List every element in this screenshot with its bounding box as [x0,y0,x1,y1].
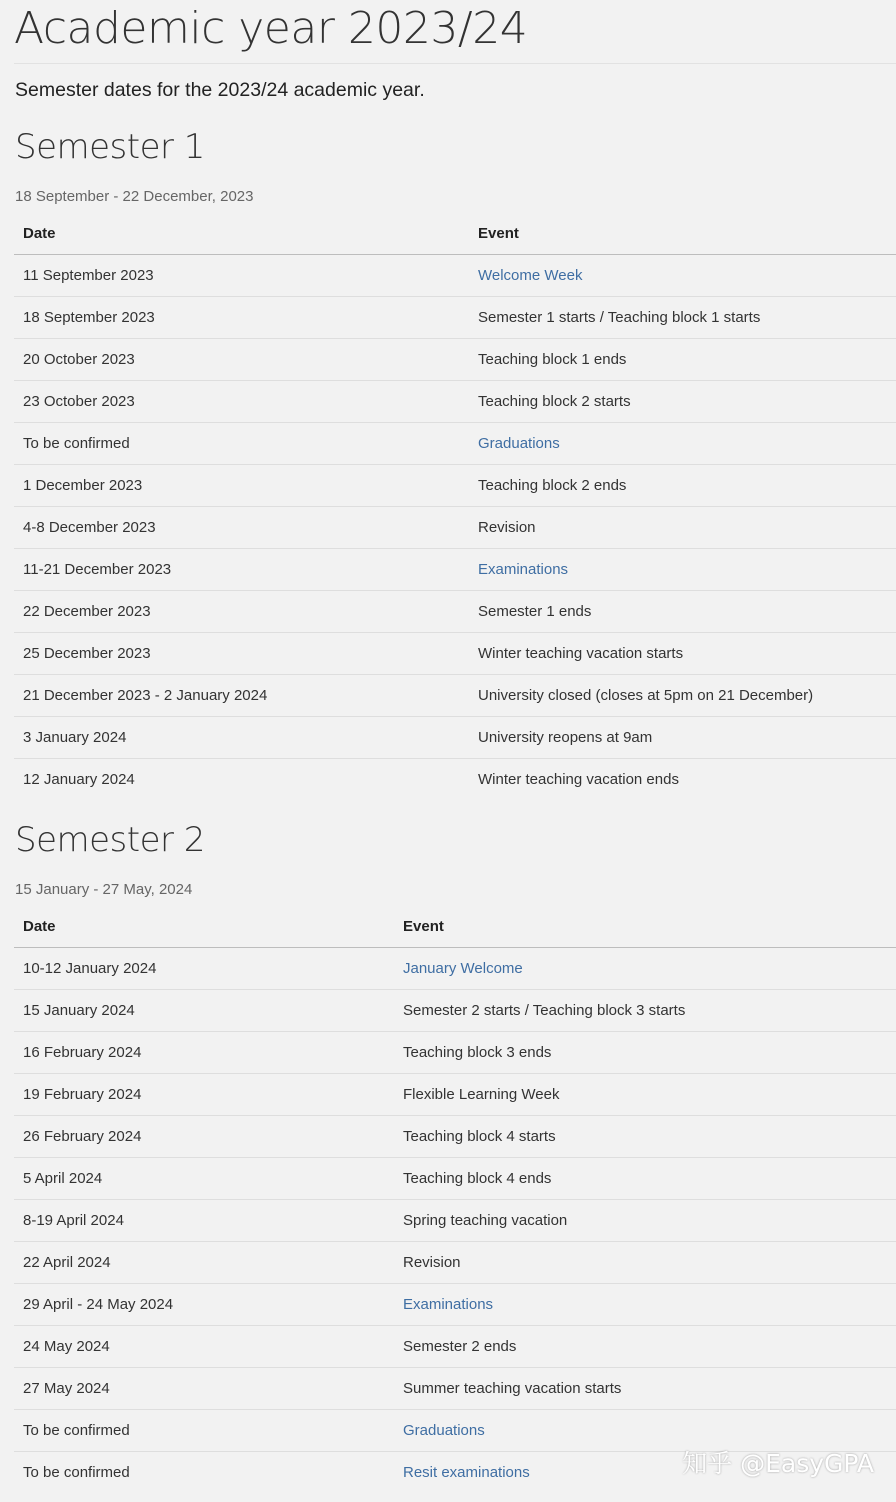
date-cell: 22 April 2024 [14,1241,394,1283]
event-column-header: Event [469,214,896,254]
date-cell: 11 September 2023 [14,254,469,296]
event-cell: Semester 1 starts / Teaching block 1 starts [469,296,896,338]
date-cell: 26 February 2024 [14,1115,394,1157]
event-link[interactable]: Resit examinations [403,1463,530,1481]
table-row [14,1325,896,1367]
date-cell: 20 October 2023 [14,338,469,380]
event-cell: Teaching block 1 ends [469,338,896,380]
intro-text: Semester dates for the 2023/24 academic year. [15,79,425,101]
semester2-range: 15 January - 27 May, 2024 [15,881,193,898]
event-cell: Teaching block 2 ends [469,464,896,506]
table-row [14,590,896,632]
event-cell: Semester 1 ends [469,590,896,632]
event-cell [469,548,896,590]
event-cell: Summer teaching vacation starts [394,1367,896,1409]
date-cell: To be confirmed [14,422,469,464]
event-link[interactable]: Welcome Week [478,266,583,284]
table-row [14,632,896,674]
table-row [14,1115,896,1157]
event-cell: Winter teaching vacation starts [469,632,896,674]
table-row [14,380,896,422]
watermark: 知乎 @EasyGPA [682,1449,874,1478]
date-cell: 8-19 April 2024 [14,1199,394,1241]
event-link[interactable]: Examinations [403,1295,494,1313]
date-cell: 4-8 December 2023 [14,506,469,548]
date-cell: 24 May 2024 [14,1325,394,1367]
table-header-row [14,214,896,254]
date-cell: 22 December 2023 [14,590,469,632]
table-row [14,1073,896,1115]
event-cell: Teaching block 3 ends [394,1031,896,1073]
event-cell: Teaching block 2 starts [469,380,896,422]
date-cell: 3 January 2024 [14,716,469,758]
event-cell: Teaching block 4 ends [394,1157,896,1199]
table-row [14,758,896,800]
event-cell [469,422,896,464]
event-cell: Winter teaching vacation ends [478,770,679,788]
table-row [14,716,896,758]
table-row [14,1031,896,1073]
date-cell: To be confirmed [23,1463,130,1481]
table-row [14,674,896,716]
date-cell: 1 December 2023 [14,464,469,506]
event-cell [394,1283,896,1325]
date-cell: 11-21 December 2023 [14,548,469,590]
table-row [14,1199,896,1241]
table-row [14,1241,896,1283]
semester2-heading: Semester 2 [15,820,205,860]
table-row [14,464,896,506]
table-row [14,1367,896,1409]
semester1-heading: Semester 1 [15,127,205,167]
event-cell: University closed (closes at 5pm on 21 December) [469,674,896,716]
date-cell: 12 January 2024 [23,770,135,788]
event-cell: Teaching block 4 starts [394,1115,896,1157]
date-cell: 5 April 2024 [14,1157,394,1199]
date-cell: 16 February 2024 [14,1031,394,1073]
event-cell: Semester 2 ends [394,1325,896,1367]
date-cell: 27 May 2024 [14,1367,394,1409]
date-column-header: Date [14,214,469,254]
event-cell [394,947,896,989]
table-row [14,506,896,548]
table-header-row [14,907,896,947]
semester1-table-body [14,254,896,800]
event-cell: Spring teaching vacation [394,1199,896,1241]
event-cell: Revision [394,1241,896,1283]
date-cell: 25 December 2023 [14,632,469,674]
event-cell: University reopens at 9am [469,716,896,758]
table-row [14,548,896,590]
table-row [14,947,896,989]
table-row [14,338,896,380]
event-cell [469,254,896,296]
table-row [14,254,896,296]
title-divider [14,63,896,64]
event-cell: Flexible Learning Week [394,1073,896,1115]
page-title: Academic year 2023/24 [14,3,528,54]
date-cell: 21 December 2023 - 2 January 2024 [14,674,469,716]
table-row [14,1283,896,1325]
date-column-header: Date [14,907,394,947]
date-cell: 18 September 2023 [14,296,469,338]
event-link[interactable]: Graduations [478,434,560,452]
table-row [14,422,896,464]
semester1-range: 18 September - 22 December, 2023 [15,188,254,205]
date-cell: 29 April - 24 May 2024 [14,1283,394,1325]
date-cell: 10-12 January 2024 [14,947,394,989]
event-link[interactable]: Graduations [403,1421,485,1439]
event-cell: Semester 2 starts / Teaching block 3 starts [394,989,896,1031]
semester1-table [14,214,896,800]
semester2-table [14,907,896,1493]
date-cell: 23 October 2023 [14,380,469,422]
date-cell: To be confirmed [14,1409,394,1451]
event-cell: Revision [469,506,896,548]
semester2-table-body [14,947,896,1493]
date-cell: 19 February 2024 [14,1073,394,1115]
table-row [14,296,896,338]
date-cell: 15 January 2024 [14,989,394,1031]
table-row [14,1157,896,1199]
event-column-header: Event [394,907,896,947]
event-link[interactable]: Examinations [478,560,569,578]
event-link[interactable]: January Welcome [403,959,523,977]
table-row [14,989,896,1031]
